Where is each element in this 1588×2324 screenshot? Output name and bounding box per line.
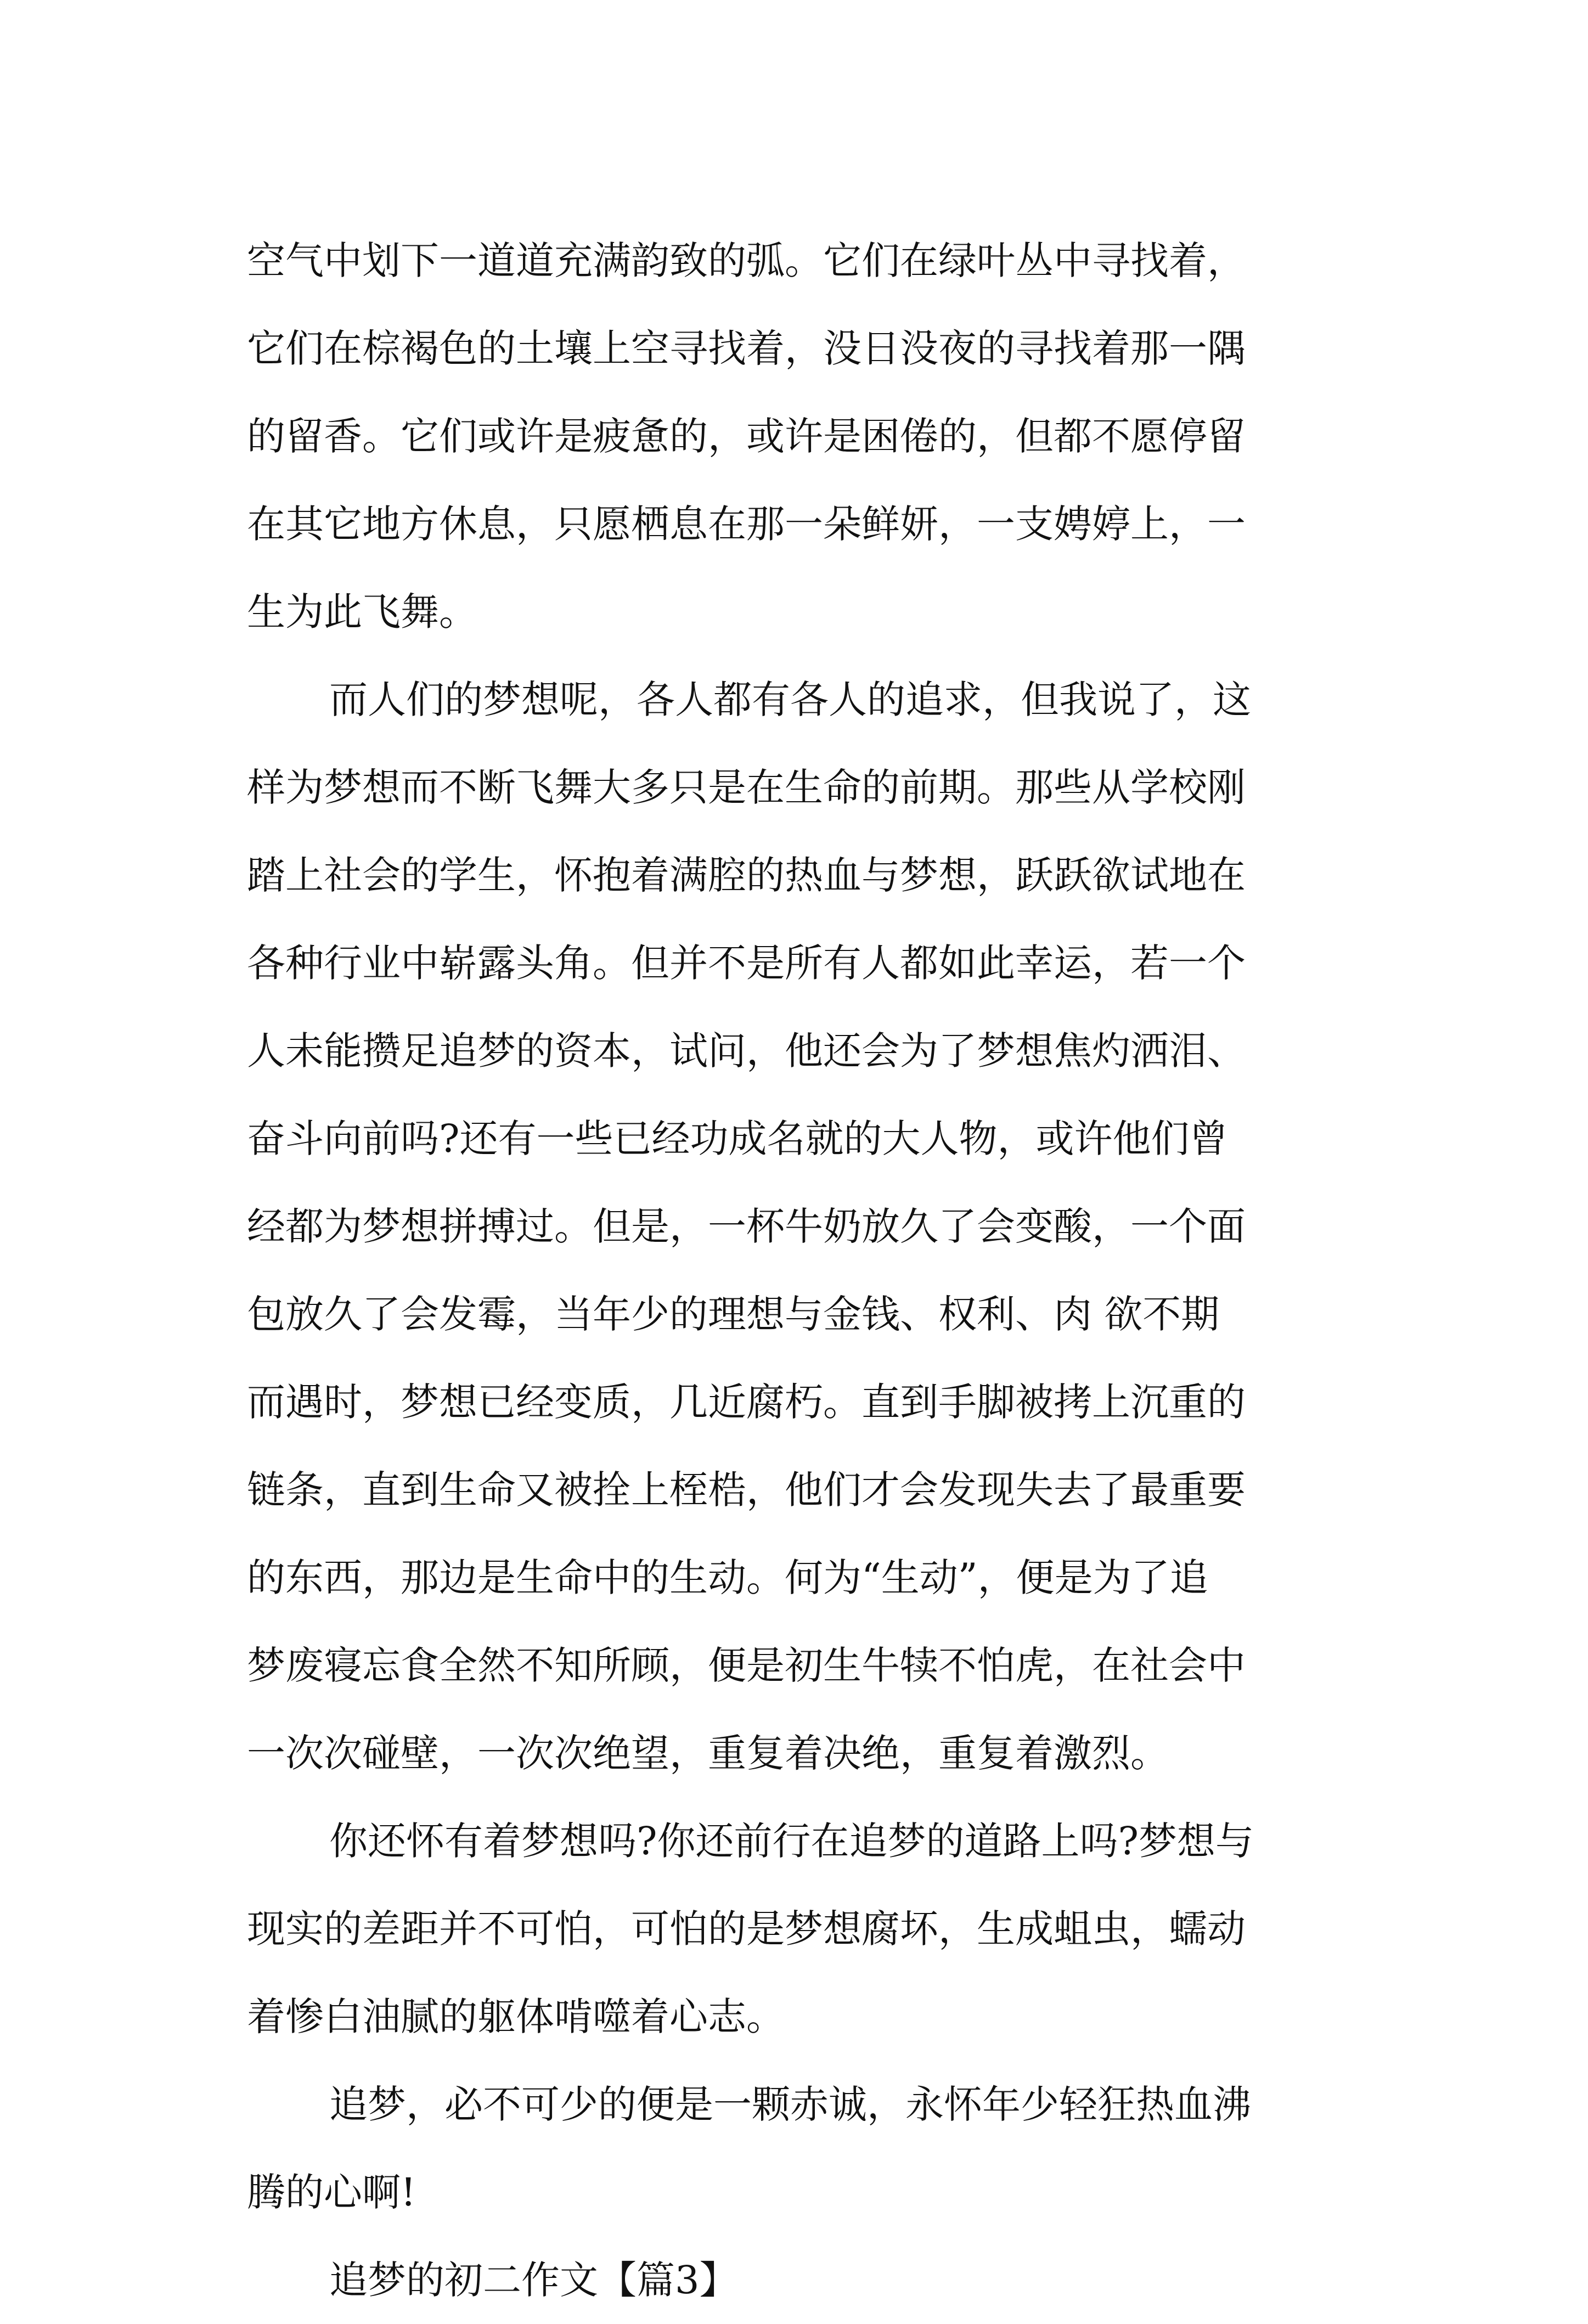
paragraph-start-line: 你还怀有着梦想吗?你还前行在追梦的道路上吗?梦想与 — [329, 1819, 1254, 1864]
paragraph-start-line: 而人们的梦想呢，各人都有各人的追求，但我说了，这 — [329, 677, 1251, 722]
text-line: 的留香。它们或许是疲惫的，或许是困倦的，但都不愿停留 — [247, 414, 1246, 459]
text-line: 链条，直到生命又被拴上桎梏，他们才会发现失去了最重要 — [247, 1467, 1246, 1512]
text-line: 它们在棕褐色的土壤上空寻找着，没日没夜的寻找着那一隅 — [247, 326, 1246, 371]
text-line: 包放久了会发霉，当年少的理想与金钱、权利、肉 欲不期 — [247, 1292, 1220, 1337]
text-line: 人未能攒足追梦的资本，试问，他还会为了梦想焦灼洒泪、 — [247, 1028, 1246, 1073]
text-line: 在其它地方休息，只愿栖息在那一朵鲜妍，一支娉婷上，一 — [247, 502, 1246, 547]
paragraph-start-line: 追梦，必不可少的便是一颗赤诚，永怀年少轻狂热血沸 — [329, 2082, 1251, 2127]
text-line: 生为此飞舞。 — [247, 589, 477, 634]
text-line: 一次次碰壁，一次次绝望，重复着决绝，重复着激烈。 — [247, 1731, 1169, 1776]
text-line: 腾的心啊! — [247, 2170, 416, 2215]
text-line: 经都为梦想拼搏过。但是，一杯牛奶放久了会变酸，一个面 — [247, 1204, 1246, 1249]
document-body — [247, 217, 1383, 2324]
text-line: 踏上社会的学生，怀抱着满腔的热血与梦想，跃跃欲试地在 — [247, 853, 1246, 898]
text-line: 着惨白油腻的躯体啃噬着心志。 — [247, 1994, 785, 2039]
section-heading: 追梦的初二作文【篇3】 — [329, 2258, 738, 2303]
text-line: 各种行业中崭露头角。但并不是所有人都如此幸运，若一个 — [247, 941, 1246, 986]
text-line: 而遇时，梦想已经变质，几近腐朽。直到手脚被拷上沉重的 — [247, 1380, 1246, 1425]
text-line: 梦废寝忘食全然不知所顾，便是初生牛犊不怕虎，在社会中 — [247, 1643, 1246, 1688]
text-line: 现实的差距并不可怕，可怕的是梦想腐坏，生成蛆虫，蠕动 — [247, 1906, 1246, 1951]
text-line: 空气中划下一道道充满韵致的弧。它们在绿叶丛中寻找着， — [247, 238, 1246, 283]
text-line: 的东西，那边是生命中的生动。何为“生动”，便是为了追 — [247, 1555, 1208, 1600]
text-line: 样为梦想而不断飞舞大多只是在生命的前期。那些从学校刚 — [247, 765, 1246, 810]
text-line: 奋斗向前吗?还有一些已经功成名就的大人物，或许他们曾 — [247, 1116, 1228, 1161]
